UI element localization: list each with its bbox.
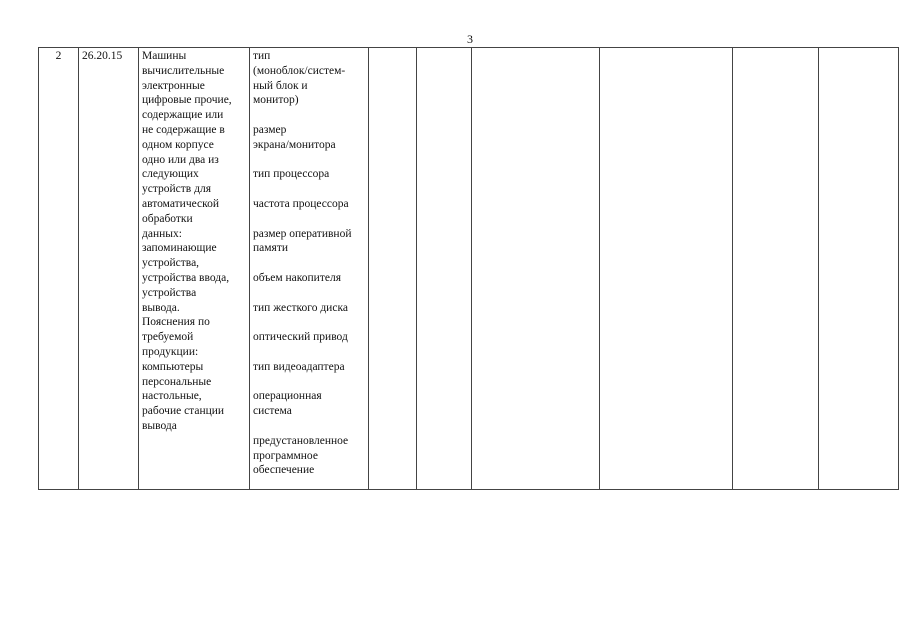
product-name-text: Машины вычислительные электронные цифровые прочие, содержащие или не содержащие в одном корпусе одно или два из следующих устройств для автоматической обработки данных: запоминающие устройства, устройства ввода, устройства вывода. Пояснения по требуемой продукции: компьютеры персональные настольные, рабочие станции вывода (142, 50, 232, 432)
characteristic-item: размер экрана/монитора (253, 123, 336, 151)
specification-table (38, 47, 899, 490)
characteristic-item: операционная система (253, 390, 322, 418)
characteristic-item: частота процессора (253, 197, 349, 210)
characteristic-item: тип процессора (253, 168, 330, 181)
characteristic-item: оптический привод (253, 331, 348, 344)
page-number: 3 (467, 32, 473, 46)
characteristic-item: тип видеоадаптера (253, 360, 345, 373)
product-name-cell (139, 48, 250, 490)
row-number-cell: 2 (39, 48, 79, 490)
empty-cell-unit-name (417, 48, 472, 490)
characteristic-item: объем накопителя (253, 271, 341, 284)
empty-cell-price (733, 48, 819, 490)
characteristic-item: тип жесткого диска (253, 301, 348, 314)
empty-cell-notes (819, 48, 899, 490)
empty-cell-justification (600, 48, 733, 490)
empty-cell-requirements (472, 48, 600, 490)
empty-cell-unit (369, 48, 417, 490)
characteristic-item: размер оперативной памяти (253, 227, 352, 255)
characteristic-item: тип (моноблок/систем- ный блок и монитор) (253, 50, 346, 107)
okpd-code-cell: 26.20.15 (79, 48, 139, 490)
characteristics-cell (250, 48, 369, 490)
characteristic-item: предустановленное программное обеспечение (253, 434, 349, 477)
table-row (39, 48, 899, 490)
